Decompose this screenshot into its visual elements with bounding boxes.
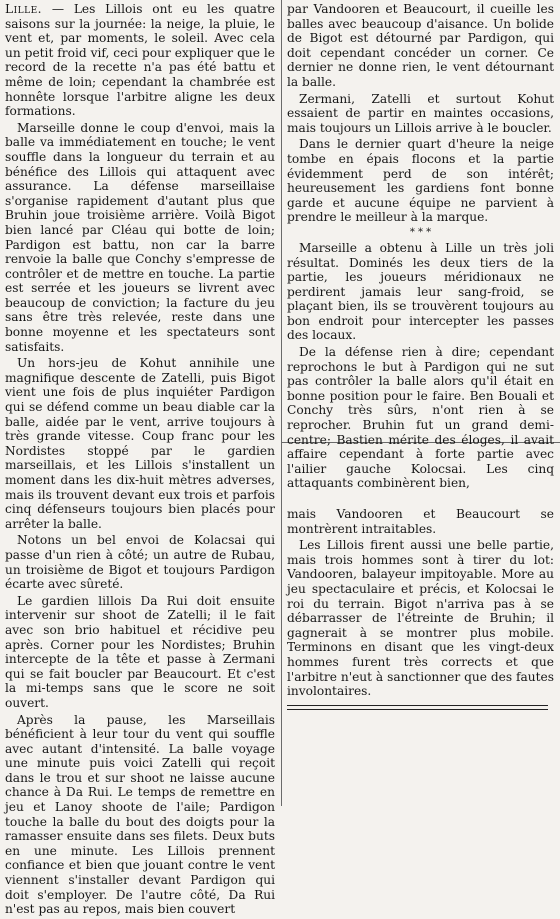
column-divider (281, 0, 282, 806)
article-paragraph: De la défense rien à dire; cependant reprochons le but à Pardigon qui ne sut pas contrôler la balle alors qu'il était en bonne position pour le faire. Ben Bouali et Conchy très sûrs, n'ont rien à se reprocher. Bruhin fut un grand demi-centre; Bastien mérite des éloges, il avait affaire cependant à forte partie avec l'ailier gauche Kolocsai. Les cinq attaquants combinèrent bien, (287, 345, 554, 491)
dateline: Lille. (5, 2, 43, 16)
article-paragraph: Marseille donne le coup d'envoi, mais la balle va immédiatement en touche; le vent souffle dans la longueur du terrain et au bénéfice des Lillois qui attaquent avec assurance. La défense marseillaise s'organise rapidement d'autant plus que Bruhin joue troisième arrière. Voilà Bigot bien lancé par Cléau qui botte de loin; Pardigon est battu, non car la barre renvoie la balle que Conchy s'empresse de contrôler et de mettre en touche. La partie est serrée et les joueurs se livrent avec beaucoup de conviction; la facture du jeu sans être très relevée, reste dans une bonne moyenne et les spectateurs sont satisfaits. (5, 120, 275, 354)
end-rule (287, 705, 548, 710)
right-column (287, 2, 554, 710)
section-stars: * * * (409, 226, 432, 238)
article-paragraph (5, 2, 275, 119)
article-paragraph: Dans le dernier quart d'heure la neige tombe en épais flocons et la partie évidemment perd de son intérêt; heureusement les gardiens font bonne garde et aucune équipe ne parvient à prendre le meilleur à la marque. (287, 137, 554, 225)
article-paragraph: Après la pause, les Marseillais bénéficient à leur tour du vent qui souffle avec autant d'intensité. La balle voyage une minute puis voici Zatelli qui reçoit dans le trou et sur shoot ne laisse aucune chance à Da Rui. Le temps de remettre en jeu et Lanoy shoote de l'aile; Pardigon touche la balle du bout des doigts pour la ramasser ensuite dans ses filets. Deux buts en une minute. Les Lillois prennent confiance et bien que jouant contre le vent viennent s'installer devant Pardigon qui doit s'employer. De l'autre côté, Da Rui n'est pas au repos, mais bien couvert (5, 712, 275, 917)
article-paragraph: mais Vandooren et Beaucourt se montrèrent intraitables. (287, 507, 554, 536)
article-paragraph: Le gardien lillois Da Rui doit ensuite intervenir sur shoot de Zatelli; il le fait avec son brio habituel et récidive peu après. Corner pour les Nordistes; Bruhin intercepte de la tête et passe à Zermani qui se fait boucler par Beaucourt. Et c'est la mi-temps sans que le score ne soit ouvert. (5, 593, 275, 710)
article-paragraph: Un hors-jeu de Kohut annihile une magnifique descente de Zatelli, puis Bigot vient une fois de plus inquiéter Pardigon qui se défend comme un beau diable car la balle, aidée par le vent, arrive toujours à très grande vitesse. Coup franc pour les Nordistes stoppé par le gardien marseillais, et les Lillois s'installent un moment dans les dix-huit mètres adverses, mais ils trouvent devant eux trois et parfois cinq défenseurs toujours bien placés pour arrêter la balle. (5, 356, 275, 531)
left-column (5, 2, 275, 919)
article-paragraph: Zermani, Zatelli et surtout Kohut essaient de partir en maintes occasions, mais toujours un Lillois arrive à le boucler. (287, 91, 554, 135)
section-gap (287, 493, 554, 507)
paragraph-text: — Les Lillois ont eu les quatre saisons sur la journée: la neige, la pluie, le vent et, par moments, le soleil. Avec cela un petit froid vif, ceci pour expliquer que le record de la recette n'a pas été battu et même de loin; cependant la chambrée est honnête lorsque l'arbitre aligne les deux formations. (5, 2, 275, 119)
article-paragraph: Notons un bel envoi de Kolacsai qui passe d'un rien à côté; un autre de Rubau, un troisième de Bigot et toujours Pardigon écarte avec sûreté. (5, 533, 275, 592)
article-paragraph: Les Lillois firent aussi une belle partie, mais trois hommes sont à tirer du lot: Vandooren, balayeur impitoyable. More au jeu spectaculaire et précis, et Kolocsai le roi du terrain. Bigot n'arriva pas à se débarrasser de l'étreinte de Bruhin; il gagnerait à se montrer plus mobile. Terminons en disant que les vingt-deux hommes furent très corrects et que l'arbitre n'eut à sanctionner que des fautes involontaires. (287, 538, 554, 699)
article-paragraph: Marseille a obtenu à Lille un très joli résultat. Dominés les deux tiers de la partie, les joueurs méridionaux ne perdirent jamais leur sang-froid, se plaçant bien, ils se trouvèrent toujours au bon endroit pour intercepter les passes des locaux. (287, 240, 554, 343)
article-paragraph: par Vandooren et Beaucourt, il cueille les balles avec beaucoup d'aisance. Un bolide de Bigot est détourné par Pardigon, qui doit cependant concéder un corner. Ce dernier ne donne rien, le vent détournant la balle. (287, 2, 554, 89)
